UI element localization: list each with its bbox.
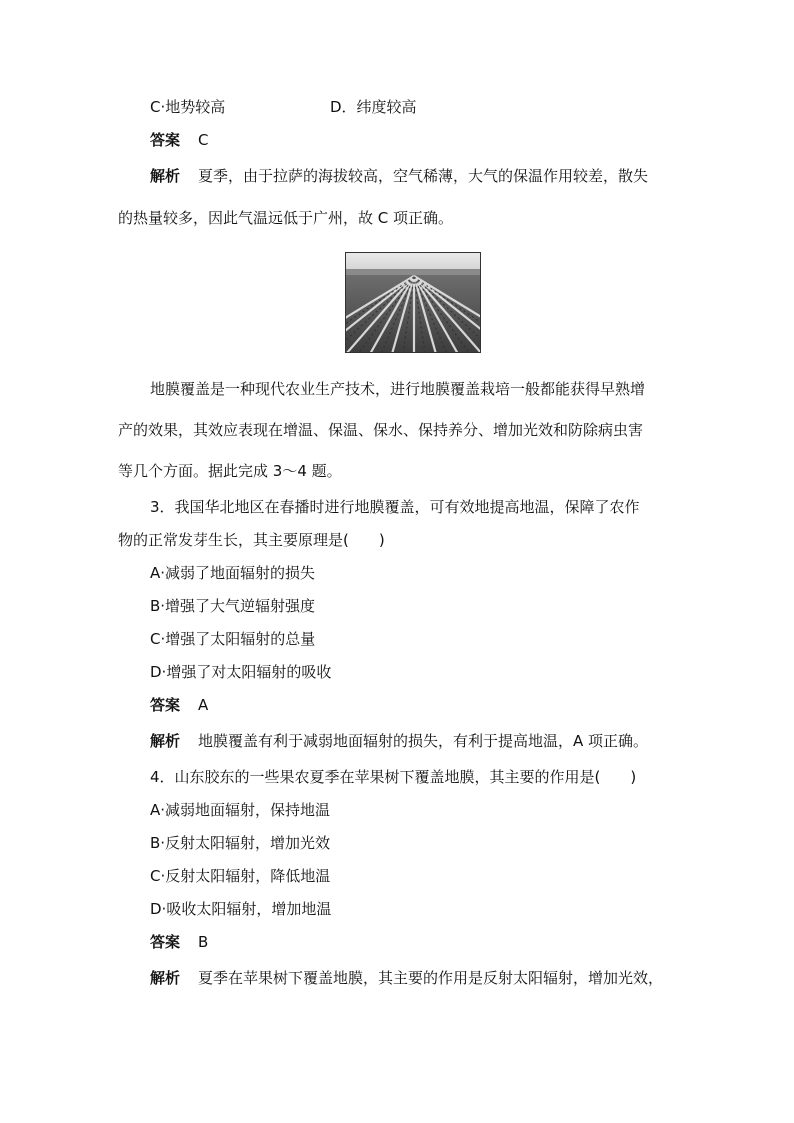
analysis-text: 地膜覆盖有利于减弱地面辐射的损失，有利于提高地温，A 项正确。 (198, 732, 649, 750)
q3-answer-row (150, 695, 208, 715)
passage-line-2: 产的效果，其效应表现在增温、保温、保水、保持养分、增加光效和防除病虫害 (118, 421, 644, 439)
answer-row (150, 130, 209, 150)
answer-label: 答案 (150, 933, 181, 951)
analysis-label: 解析 (150, 969, 181, 987)
q4-answer-row (150, 932, 208, 952)
option-d: D．纬度较高 (330, 98, 417, 116)
analysis-row (150, 166, 648, 186)
passage-line-3: 等几个方面。据此完成 3～4 题。 (118, 462, 342, 480)
option-c: C·地势较高 (150, 98, 226, 116)
q3-stem: 3．我国华北地区在春播时进行地膜覆盖，可有效地提高地温，保障了农作 (150, 498, 640, 516)
q4-stem: 4．山东胶东的一些果农夏季在苹果树下覆盖地膜，其主要的作用是( ) (150, 768, 637, 786)
q3-option-d: D·增强了对太阳辐射的吸收 (150, 663, 332, 681)
analysis-label: 解析 (150, 732, 181, 750)
q4-analysis-row (150, 968, 663, 988)
answer-value: A (198, 696, 209, 714)
q4-option-d: D·吸收太阳辐射，增加地温 (150, 900, 332, 918)
q4-option-c: C·反射太阳辐射，降低地温 (150, 867, 331, 885)
analysis-text-continued: 的热量较多，因此气温远低于广州，故 C 项正确。 (118, 209, 454, 227)
analysis-text: 夏季在苹果树下覆盖地膜，其主要的作用是反射太阳辐射，增加光效， (198, 969, 664, 987)
q3-option-b: B·增强了大气逆辐射强度 (150, 597, 316, 615)
q3-option-a: A·减弱了地面辐射的损失 (150, 564, 316, 582)
analysis-label: 解析 (150, 167, 181, 185)
q4-option-a: A·减弱地面辐射，保持地温 (150, 801, 331, 819)
mulch-field-photo (345, 252, 481, 353)
analysis-text: 夏季，由于拉萨的海拔较高，空气稀薄，大气的保温作用较差，散失 (198, 167, 649, 185)
answer-label: 答案 (150, 131, 181, 149)
q4-option-b: B·反射太阳辐射，增加光效 (150, 834, 331, 852)
q3-option-c: C·增强了太阳辐射的总量 (150, 630, 316, 648)
answer-value: C (198, 131, 209, 149)
q3-stem-continued: 物的正常发芽生长，其主要原理是( ) (118, 531, 385, 549)
answer-label: 答案 (150, 696, 181, 714)
q3-analysis-row (150, 731, 648, 751)
passage-line-1: 地膜覆盖是一种现代农业生产技术，进行地膜覆盖栽培一般都能获得早熟增 (150, 380, 646, 398)
answer-value: B (198, 933, 209, 951)
